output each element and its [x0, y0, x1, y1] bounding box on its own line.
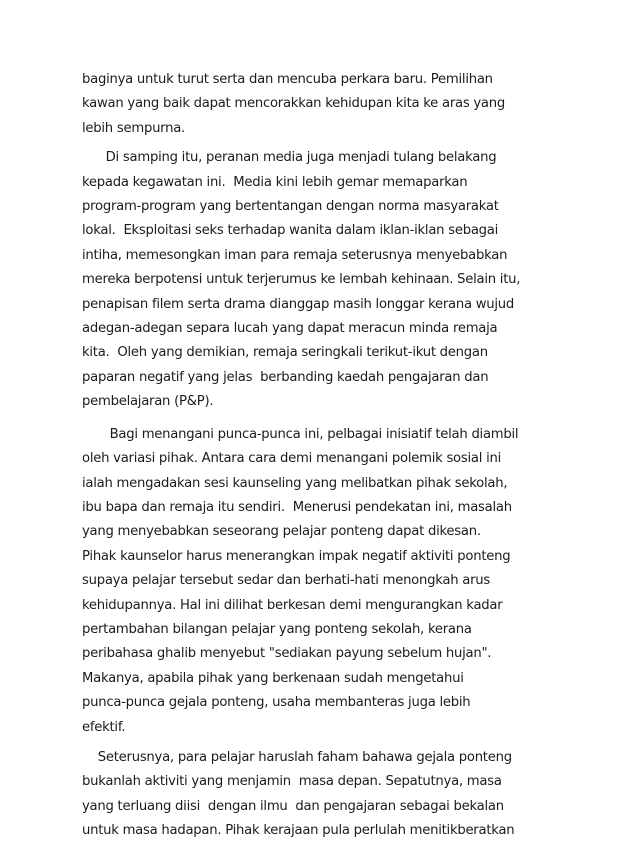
text-line: efektif.	[82, 719, 126, 735]
text-line: kepada kegawatan ini. Media kini lebih gemar memaparkan	[82, 174, 468, 190]
text-line: lebih sempurna.	[82, 120, 185, 136]
paragraph	[82, 746, 582, 844]
text-line: Pihak kaunselor harus menerangkan impak negatif aktiviti ponteng	[82, 548, 511, 564]
paragraph	[82, 146, 582, 414]
text-line: pembelajaran (P&P).	[82, 394, 214, 410]
text-line: kita. Oleh yang demikian, remaja seringkali terikut-ikut dengan	[82, 345, 488, 361]
text-line: bukanlah aktiviti yang menjamin masa depan. Sepatutnya, masa	[82, 774, 502, 790]
text-line: program-program yang bertentangan dengan norma masyarakat	[82, 199, 499, 215]
text-line: ibu bapa dan remaja itu sendiri. Menerusi pendekatan ini, masalah	[82, 499, 512, 515]
text-line: untuk masa hadapan. Pihak kerajaan pula perlulah menitikberatkan	[82, 823, 515, 839]
text-line: ialah mengadakan sesi kaunseling yang melibatkan pihak sekolah,	[82, 475, 508, 491]
text-line: kehidupannya. Hal ini dilihat berkesan demi mengurangkan kadar	[82, 597, 503, 613]
paragraph	[82, 68, 582, 141]
text-line: Di samping itu, peranan media juga menjadi tulang belakang	[82, 150, 497, 166]
text-line: mereka berpotensi untuk terjerumus ke lembah kehinaan. Selain itu,	[82, 272, 521, 288]
document-body	[82, 68, 582, 851]
text-line: kawan yang baik dapat mencorakkan kehidupan kita ke aras yang	[82, 96, 505, 112]
text-line: baginya untuk turut serta dan mencuba perkara baru. Pemilihan	[82, 72, 493, 87]
text-line: pertambahan bilangan pelajar yang ponteng sekolah, kerana	[82, 621, 472, 637]
text-line: lokal. Eksploitasi seks terhadap wanita dalam iklan-iklan sebagai	[82, 223, 499, 239]
text-line: adegan-adegan separa lucah yang dapat meracun minda remaja	[82, 321, 498, 337]
paragraph	[82, 423, 582, 740]
text-line: punca-punca gejala ponteng, usaha membanteras juga lebih	[82, 695, 471, 711]
text-line: yang terluang diisi dengan ilmu dan pengajaran sebagai bekalan	[82, 798, 504, 814]
text-line: penapisan filem serta drama dianggap masih longgar kerana wujud	[82, 296, 515, 312]
text-line: Bagi menangani punca-punca ini, pelbagai inisiatif telah diambil	[82, 426, 519, 442]
text-line: Seterusnya, para pelajar haruslah faham bahawa gejala ponteng	[82, 749, 512, 765]
text-line: peribahasa ghalib menyebut "sediakan payung sebelum hujan".	[82, 646, 492, 662]
text-line: yang menyebabkan seseorang pelajar ponteng dapat dikesan.	[82, 524, 481, 540]
text-line: oleh variasi pihak. Antara cara demi menangani polemik sosial ini	[82, 451, 502, 467]
text-line: supaya pelajar tersebut sedar dan berhati-hati menongkah arus	[82, 573, 490, 589]
text-line: paparan negatif yang jelas berbanding kaedah pengajaran dan	[82, 369, 489, 385]
text-line: intiha, memesongkan iman para remaja seterusnya menyebabkan	[82, 247, 508, 263]
text-line: Makanya, apabila pihak yang berkenaan sudah mengetahui	[82, 670, 464, 686]
